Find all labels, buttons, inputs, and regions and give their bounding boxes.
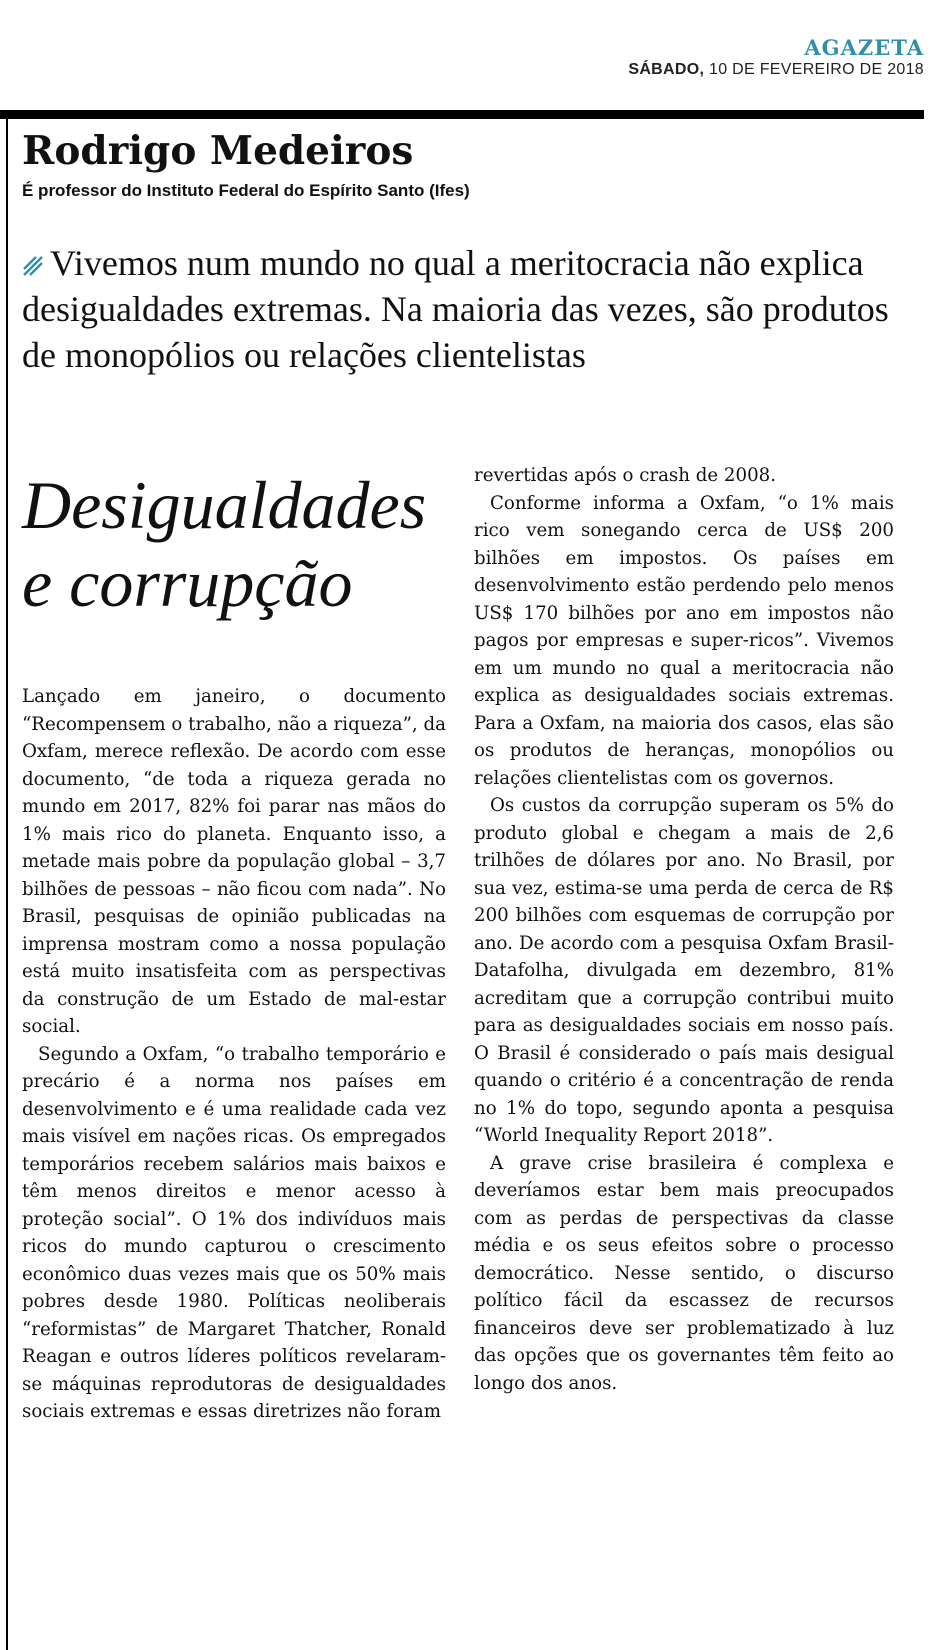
paragraph: A grave crise brasileira é complexa e deveríamos estar bem mais preocupados com as perdas de perspectivas da classe média e os seus efeitos sobre o processo democrático. Nesse sentido, o discurso político fácil da escassez de recursos financeiros deve ser problematizado à luz das opções que os governantes têm feito ao longo dos anos. bbox=[474, 1152, 894, 1394]
article-column-right bbox=[474, 462, 894, 1397]
headline-line-1: Desigualdades bbox=[22, 467, 427, 543]
left-rule bbox=[6, 119, 8, 1650]
author-name: Rodrigo Medeiros bbox=[22, 128, 414, 174]
headline bbox=[22, 466, 462, 622]
slash-quote-icon bbox=[22, 242, 44, 264]
author-bio: É professor do Instituto Federal do Espírito Santo (Ifes) bbox=[22, 181, 470, 200]
paragraph: Segundo a Oxfam, “o trabalho temporário e precário é a norma nos países em desenvolvimento e é uma realidade cada vez mais visível em nações ricas. Os empregados temporários recebem salários mais baixos e têm menos direitos e menor acesso à proteção social”. O 1% dos indivíduos mais ricos do mundo capturou o crescimento econômico duas vezes mais que os 50% mais pobres desde 1980. Políticas neoliberais “reformistas” de Margaret Thatcher, Ronald Reagan e outros líderes políticos revelaram-se máquinas reprodutoras de desigualdades sociais extremas e essas diretrizes não foram bbox=[22, 1043, 446, 1422]
paragraph: revertidas após o crash de 2008. bbox=[474, 465, 777, 486]
paragraph: Lançado em janeiro, o documento “Recompensem o trabalho, não a riqueza”, da Oxfam, merece reflexão. De acordo com esse documento, “de toda a riqueza gerada no mundo em 2017, 82% foi parar nas mãos do 1% mais rico do planeta. Enquanto isso, a metade mais pobre da população global – 3,7 bilhões de pessoas – não ficou com nada”. No Brasil, pesquisas de opinião publicadas na imprensa mostram como a nossa população está muito insatisfeita com as perspectivas da construção de um Estado de mal-estar social. bbox=[22, 686, 446, 1037]
dateline-date: 10 DE FEVEREIRO DE 2018 bbox=[709, 61, 924, 78]
masthead bbox=[628, 36, 924, 80]
top-rule bbox=[0, 110, 924, 119]
paragraph: Conforme informa a Oxfam, “o 1% mais rico vem sonegando cerca de US$ 200 bilhões em impostos. Os países em desenvolvimento estão perdendo pelo menos US$ 170 bilhões por ano em impostos não pagos por empresas e super-ricos”. Vivemos em um mundo no qual a meritocracia não explica as desigualdades sociais extremas. Para a Oxfam, na maioria dos casos, elas são os produtos de heranças, monopólios ou relações clientelistas com os governos. bbox=[474, 492, 894, 789]
pull-quote bbox=[22, 240, 922, 378]
pull-quote-text: Vivemos num mundo no qual a meritocracia não explica desigualdades extremas. Na maioria das vezes, são produtos de monopólios ou relações clientelistas bbox=[22, 243, 889, 375]
paragraph: Os custos da corrupção superam os 5% do produto global e chegam a mais de 2,6 trilhões de dólares por ano. No Brasil, por sua vez, estima-se uma perda de cerca de R$ 200 bilhões com esquemas de corrupção por ano. De acordo com a pesquisa Oxfam Brasil-Datafolha, divulgada em dezembro, 81% acreditam que a corrupção contribui muito para as desigualdades sociais em nosso país. O Brasil é considerado o país mais desigual quando o critério é a concentração de renda no 1% do topo, segundo aponta a pesquisa “World Inequality Report 2018”. bbox=[474, 795, 894, 1146]
headline-line-2: e corrupção bbox=[22, 545, 353, 621]
dateline-day: SÁBADO, bbox=[628, 61, 705, 78]
newspaper-logo: AGAZETA bbox=[804, 35, 924, 60]
article-column-left bbox=[22, 683, 446, 1426]
dateline bbox=[628, 60, 924, 80]
